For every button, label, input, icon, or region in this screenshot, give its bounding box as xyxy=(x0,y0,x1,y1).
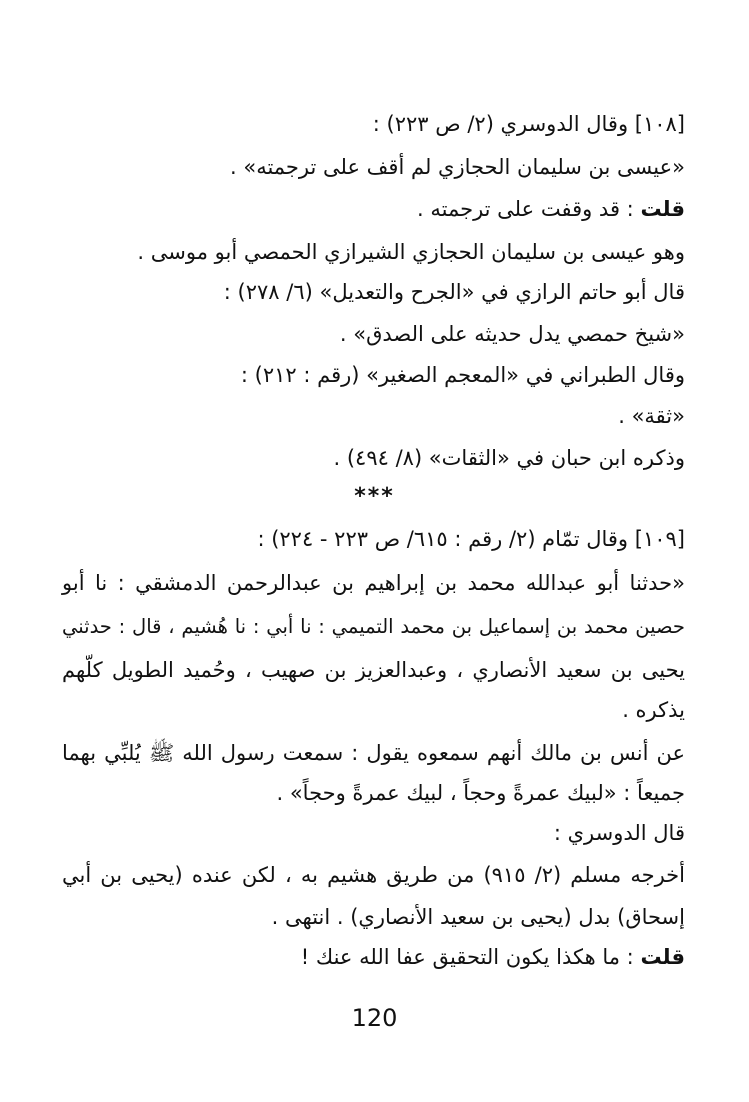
hadith-line: يذكره . xyxy=(622,698,685,722)
entry-108-identity: وهو عيسى بن سليمان الحجازي الشيرازي الحمصي أبو موسى . xyxy=(137,240,685,264)
note-label: قلت xyxy=(640,945,685,969)
note-text: : ما هكذا يكون التحقيق عفا الله عنك ! xyxy=(300,945,634,969)
hadith-line: يحيى بن سعيد الأنصاري ، وعبدالعزيز بن صهيب ، وحُميد الطويل كلّهم xyxy=(62,658,685,682)
entry-109-note xyxy=(62,937,685,977)
entry-108-abu-hatim: قال أبو حاتم الرازي في «الجرح والتعديل» (٦/ ٢٧٨) : xyxy=(223,280,685,304)
anas-line: جميعاً : «لبيك عمرةً وحجاً ، لبيك عمرةً وحجاً» . xyxy=(276,781,685,805)
entry-108-heading: [١٠٨] وقال الدوسري (٢/ ص ٢٢٣) : xyxy=(372,112,685,136)
anas-line: عن أنس بن مالك أنهم سمعوه يقول : سمعت رسول الله ﷺ يُلبِّي بهما xyxy=(62,741,685,765)
entry-108-ibn-hibban: وذكره ابن حبان في «الثقات» (٨/ ٤٩٤) . xyxy=(333,446,685,470)
entry-108-tabarani-quote: «ثقة» . xyxy=(618,404,685,428)
takhrij-line: أخرجه مسلم (٢/ ٩١٥) من طريق هشيم به ، لكن عنده (يحيى بن أبي xyxy=(62,863,685,887)
hadith-line: حصين محمد بن إسماعيل بن محمد التميمي : نا أبي : نا هُشيم ، قال : حدثني xyxy=(62,615,685,638)
entry-108-tabarani: وقال الطبراني في «المعجم الصغير» (رقم : ٢١٢) : xyxy=(240,363,685,387)
entry-108-abu-hatim-quote: «شيخ حمصي يدل حديثه على الصدق» . xyxy=(339,322,685,346)
page-number: 120 xyxy=(351,1004,398,1032)
entry-108-quote: «عيسى بن سليمان الحجازي لم أقف على ترجمته» . xyxy=(230,155,685,179)
takhrij-line: إسحاق) بدل (يحيى بن سعيد الأنصاري) . انتهى . xyxy=(271,905,685,929)
entry-109-heading: [١٠٩] وقال تمّام (٢/ رقم : ٦١٥/ ص ٢٢٣ - ٢٢٤) : xyxy=(257,527,685,551)
entry-108-note xyxy=(62,189,685,229)
hadith-line: «حدثنا أبو عبدالله محمد بن إبراهيم بن عبدالرحمن الدمشقي : نا أبو xyxy=(62,571,685,595)
dawsari-label: قال الدوسري : xyxy=(553,821,685,845)
section-separator: *** xyxy=(354,484,395,509)
note-text: : قد وقفت على ترجمته . xyxy=(417,197,634,221)
note-label: قلت xyxy=(640,197,685,221)
